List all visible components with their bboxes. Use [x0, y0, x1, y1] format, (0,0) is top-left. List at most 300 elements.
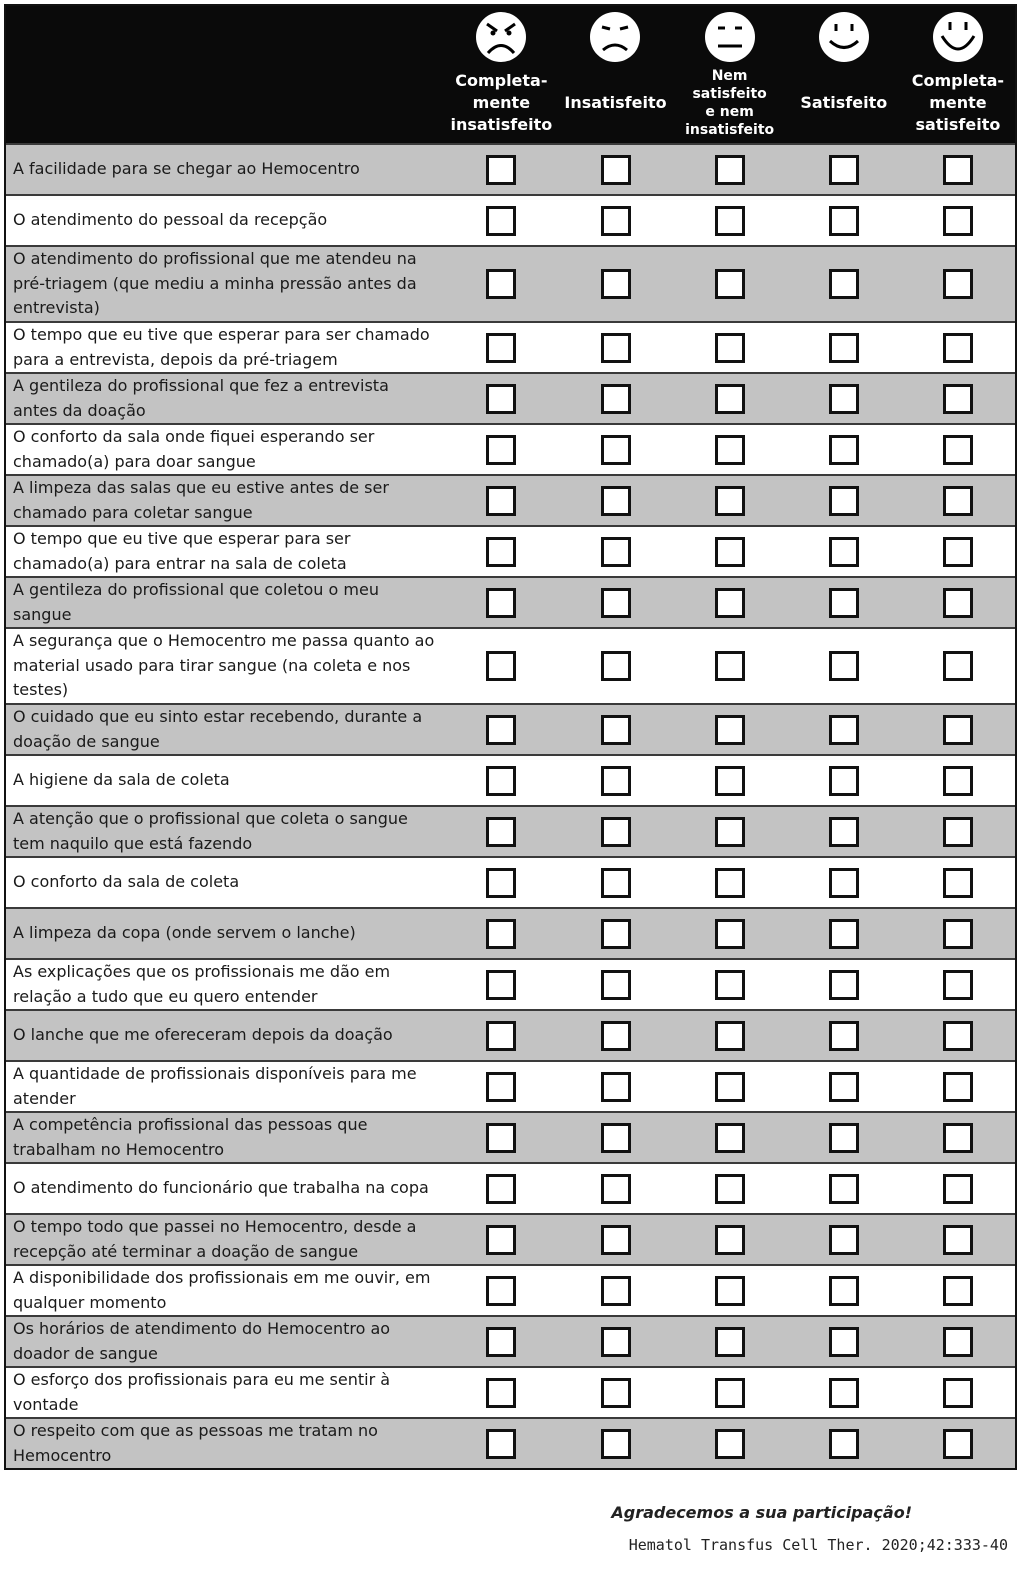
question-text: Os horários de atendimento do Hemocentro ao doador de sangue — [13, 1319, 391, 1363]
col-label-completely-satisfied: Completa- mente satisfeito — [911, 70, 1005, 134]
answer-cell — [673, 919, 787, 949]
question-row — [6, 907, 1015, 958]
checkbox-completely-satisfied[interactable] — [943, 384, 973, 414]
answer-cell — [787, 1021, 901, 1051]
checkbox-neutral[interactable] — [715, 206, 745, 236]
checkbox-neutral[interactable] — [715, 1123, 745, 1153]
checkbox-completely-satisfied[interactable] — [943, 766, 973, 796]
checkbox-completely-dissatisfied[interactable] — [486, 384, 516, 414]
checkbox-satisfied[interactable] — [829, 537, 859, 567]
answer-cell — [444, 715, 558, 745]
answer-cell — [558, 970, 672, 1000]
answer-cell — [444, 651, 558, 681]
checkbox-completely-satisfied[interactable] — [943, 817, 973, 847]
checkbox-satisfied[interactable] — [829, 970, 859, 1000]
question-row — [6, 372, 1015, 423]
checkbox-completely-satisfied[interactable] — [943, 588, 973, 618]
smile-face-icon — [817, 10, 871, 64]
question-row — [6, 1162, 1015, 1213]
checkbox-completely-satisfied[interactable] — [943, 1225, 973, 1255]
answer-cell — [673, 206, 787, 236]
checkbox-dissatisfied[interactable] — [601, 1123, 631, 1153]
answer-cell — [558, 1327, 672, 1357]
question-row — [6, 958, 1015, 1009]
answer-cell — [558, 1021, 672, 1051]
question-text: A gentileza do profissional que coletou o meu sangue — [13, 580, 379, 624]
answer-cell — [787, 1072, 901, 1102]
checkbox-satisfied[interactable] — [829, 766, 859, 796]
question-text: A quantidade de profissionais disponíveis para me atender — [13, 1064, 417, 1108]
answer-cell — [787, 1225, 901, 1255]
checkbox-dissatisfied[interactable] — [601, 1327, 631, 1357]
question-row — [6, 1264, 1015, 1315]
question-text: A gentileza do profissional que fez a entrevista antes da doação — [13, 376, 389, 420]
answer-cell — [444, 1429, 558, 1459]
answer-cell — [901, 1429, 1015, 1459]
checkbox-satisfied[interactable] — [829, 919, 859, 949]
answer-cell — [901, 537, 1015, 567]
checkbox-completely-dissatisfied[interactable] — [486, 269, 516, 299]
question-row — [6, 1366, 1015, 1417]
question-row — [6, 194, 1015, 245]
answer-cell — [558, 486, 672, 516]
question-text: A higiene da sala de coleta — [13, 770, 230, 790]
answer-cell — [444, 333, 558, 363]
checkbox-neutral[interactable] — [715, 588, 745, 618]
checkbox-completely-dissatisfied[interactable] — [486, 817, 516, 847]
answer-cell — [558, 384, 672, 414]
checkbox-completely-dissatisfied[interactable] — [486, 486, 516, 516]
checkbox-satisfied[interactable] — [829, 715, 859, 745]
answer-cell — [673, 1378, 787, 1408]
answer-cell — [901, 1123, 1015, 1153]
checkbox-completely-satisfied[interactable] — [943, 537, 973, 567]
answer-cell — [901, 766, 1015, 796]
checkbox-completely-satisfied[interactable] — [943, 1072, 973, 1102]
checkbox-neutral[interactable] — [715, 1327, 745, 1357]
checkbox-completely-satisfied[interactable] — [943, 919, 973, 949]
answer-cell — [673, 155, 787, 185]
answer-cell — [673, 537, 787, 567]
checkbox-dissatisfied[interactable] — [601, 588, 631, 618]
answer-cell — [673, 651, 787, 681]
checkbox-neutral[interactable] — [715, 1429, 745, 1459]
answer-cell — [444, 766, 558, 796]
checkbox-neutral[interactable] — [715, 715, 745, 745]
checkbox-neutral[interactable] — [715, 1276, 745, 1306]
checkbox-completely-dissatisfied[interactable] — [486, 1429, 516, 1459]
checkbox-satisfied[interactable] — [829, 333, 859, 363]
checkbox-dissatisfied[interactable] — [601, 919, 631, 949]
header-blank-cell — [6, 6, 444, 143]
question-text: A competência profissional das pessoas que trabalham no Hemocentro — [13, 1115, 368, 1159]
checkbox-satisfied[interactable] — [829, 1276, 859, 1306]
checkbox-completely-dissatisfied[interactable] — [486, 970, 516, 1000]
answer-cell — [787, 715, 901, 745]
question-row — [6, 321, 1015, 372]
question-rows — [6, 143, 1015, 1468]
answer-cell — [901, 486, 1015, 516]
checkbox-neutral[interactable] — [715, 651, 745, 681]
checkbox-dissatisfied[interactable] — [601, 651, 631, 681]
answer-cell — [787, 269, 901, 299]
answer-cell — [787, 1429, 901, 1459]
neutral-face-icon — [703, 10, 757, 64]
answer-cell — [787, 817, 901, 847]
checkbox-dissatisfied[interactable] — [601, 206, 631, 236]
checkbox-satisfied[interactable] — [829, 651, 859, 681]
checkbox-satisfied[interactable] — [829, 868, 859, 898]
answer-cell — [673, 1123, 787, 1153]
checkbox-completely-satisfied[interactable] — [943, 1174, 973, 1204]
checkbox-completely-dissatisfied[interactable] — [486, 1327, 516, 1357]
answer-cell — [787, 155, 901, 185]
checkbox-satisfied[interactable] — [829, 1174, 859, 1204]
checkbox-completely-satisfied[interactable] — [943, 651, 973, 681]
answer-cell — [444, 435, 558, 465]
checkbox-completely-dissatisfied[interactable] — [486, 868, 516, 898]
answer-cell — [901, 588, 1015, 618]
answer-cell — [901, 384, 1015, 414]
checkbox-neutral[interactable] — [715, 435, 745, 465]
answer-cell — [673, 269, 787, 299]
col-head-neutral — [673, 6, 787, 143]
answer-cell — [673, 435, 787, 465]
checkbox-satisfied[interactable] — [829, 1378, 859, 1408]
checkbox-completely-dissatisfied[interactable] — [486, 919, 516, 949]
answer-cell — [558, 333, 672, 363]
answer-cell — [673, 970, 787, 1000]
checkbox-neutral[interactable] — [715, 333, 745, 363]
checkbox-completely-dissatisfied[interactable] — [486, 1225, 516, 1255]
question-text: O atendimento do profissional que me atendeu na pré-triagem (que mediu a minha pressão antes da entrevista) — [13, 249, 417, 318]
question-text: A limpeza da copa (onde servem o lanche) — [13, 923, 356, 943]
question-row — [6, 805, 1015, 856]
answer-cell — [787, 970, 901, 1000]
answer-cell — [673, 817, 787, 847]
answer-cell — [444, 384, 558, 414]
checkbox-completely-satisfied[interactable] — [943, 1327, 973, 1357]
big-smile-face-icon — [931, 10, 985, 64]
question-row — [6, 1111, 1015, 1162]
checkbox-dissatisfied[interactable] — [601, 1021, 631, 1051]
answer-cell — [673, 1225, 787, 1255]
checkbox-completely-satisfied[interactable] — [943, 435, 973, 465]
checkbox-completely-satisfied[interactable] — [943, 155, 973, 185]
answer-cell — [901, 1225, 1015, 1255]
checkbox-satisfied[interactable] — [829, 588, 859, 618]
answer-cell — [787, 1378, 901, 1408]
answer-cell — [444, 919, 558, 949]
question-row — [6, 576, 1015, 627]
answer-cell — [444, 1123, 558, 1153]
checkbox-dissatisfied[interactable] — [601, 868, 631, 898]
answer-cell — [787, 206, 901, 236]
answer-cell — [444, 588, 558, 618]
sad-face-icon — [588, 10, 642, 64]
answer-cell — [901, 1327, 1015, 1357]
answer-cell — [444, 269, 558, 299]
question-row — [6, 245, 1015, 321]
answer-cell — [901, 1021, 1015, 1051]
checkbox-completely-satisfied[interactable] — [943, 970, 973, 1000]
checkbox-dissatisfied[interactable] — [601, 333, 631, 363]
checkbox-dissatisfied[interactable] — [601, 715, 631, 745]
answer-cell — [444, 1072, 558, 1102]
checkbox-dissatisfied[interactable] — [601, 269, 631, 299]
checkbox-dissatisfied[interactable] — [601, 1378, 631, 1408]
checkbox-completely-dissatisfied[interactable] — [486, 1021, 516, 1051]
answer-cell — [901, 651, 1015, 681]
checkbox-satisfied[interactable] — [829, 1429, 859, 1459]
checkbox-dissatisfied[interactable] — [601, 486, 631, 516]
question-row — [6, 1315, 1015, 1366]
citation: Hematol Transfus Cell Ther. 2020;42:333-40 — [628, 1536, 1008, 1554]
checkbox-satisfied[interactable] — [829, 1225, 859, 1255]
col-label-completely-dissatisfied: Completa- mente insatisfeito — [450, 70, 553, 134]
checkbox-completely-dissatisfied[interactable] — [486, 1378, 516, 1408]
checkbox-completely-satisfied[interactable] — [943, 1276, 973, 1306]
checkbox-satisfied[interactable] — [829, 1327, 859, 1357]
col-head-completely-dissatisfied — [444, 6, 558, 143]
question-row — [6, 1009, 1015, 1060]
checkbox-completely-satisfied[interactable] — [943, 868, 973, 898]
answer-cell — [901, 1276, 1015, 1306]
answer-cell — [444, 817, 558, 847]
checkbox-satisfied[interactable] — [829, 1123, 859, 1153]
question-text: As explicações que os profissionais me dão em relação a tudo que eu quero entender — [13, 962, 391, 1006]
checkbox-completely-dissatisfied[interactable] — [486, 537, 516, 567]
col-head-dissatisfied — [558, 6, 672, 143]
answer-cell — [444, 155, 558, 185]
checkbox-completely-dissatisfied[interactable] — [486, 588, 516, 618]
very-angry-face-icon — [474, 10, 528, 64]
question-text: O conforto da sala de coleta — [13, 872, 240, 892]
question-text: O tempo que eu tive que esperar para ser chamado(a) para entrar na sala de coleta — [13, 529, 351, 573]
checkbox-satisfied[interactable] — [829, 269, 859, 299]
checkbox-completely-satisfied[interactable] — [943, 1123, 973, 1153]
answer-cell — [444, 1327, 558, 1357]
checkbox-completely-satisfied[interactable] — [943, 1021, 973, 1051]
answer-cell — [558, 588, 672, 618]
checkbox-neutral[interactable] — [715, 1072, 745, 1102]
checkbox-completely-dissatisfied[interactable] — [486, 715, 516, 745]
answer-cell — [901, 817, 1015, 847]
checkbox-dissatisfied[interactable] — [601, 1174, 631, 1204]
question-text: A disponibilidade dos profissionais em me ouvir, em qualquer momento — [13, 1268, 431, 1312]
answer-cell — [787, 919, 901, 949]
answer-cell — [901, 333, 1015, 363]
checkbox-dissatisfied[interactable] — [601, 537, 631, 567]
checkbox-neutral[interactable] — [715, 269, 745, 299]
question-row — [6, 627, 1015, 703]
checkbox-neutral[interactable] — [715, 1021, 745, 1051]
col-label-neutral: Nem satisfeito e nem insatisfeito — [685, 67, 775, 138]
answer-cell — [673, 715, 787, 745]
answer-cell — [558, 206, 672, 236]
answer-cell — [444, 206, 558, 236]
checkbox-dissatisfied[interactable] — [601, 1072, 631, 1102]
answer-cell — [787, 486, 901, 516]
checkbox-completely-dissatisfied[interactable] — [486, 1123, 516, 1153]
checkbox-neutral[interactable] — [715, 919, 745, 949]
answer-cell — [787, 1123, 901, 1153]
checkbox-completely-dissatisfied[interactable] — [486, 1276, 516, 1306]
question-row — [6, 856, 1015, 907]
answer-cell — [901, 435, 1015, 465]
answer-cell — [444, 970, 558, 1000]
question-text: O cuidado que eu sinto estar recebendo, durante a doação de sangue — [13, 707, 423, 751]
checkbox-satisfied[interactable] — [829, 486, 859, 516]
checkbox-neutral[interactable] — [715, 970, 745, 1000]
checkbox-neutral[interactable] — [715, 537, 745, 567]
answer-cell — [558, 1429, 672, 1459]
answer-cell — [673, 1021, 787, 1051]
question-row — [6, 754, 1015, 805]
answer-cell — [787, 1174, 901, 1204]
answer-cell — [673, 868, 787, 898]
checkbox-dissatisfied[interactable] — [601, 817, 631, 847]
checkbox-completely-satisfied[interactable] — [943, 715, 973, 745]
table-header — [6, 6, 1015, 143]
answer-cell — [673, 384, 787, 414]
checkbox-completely-satisfied[interactable] — [943, 206, 973, 236]
answer-cell — [901, 206, 1015, 236]
answer-cell — [444, 868, 558, 898]
checkbox-completely-dissatisfied[interactable] — [486, 435, 516, 465]
checkbox-completely-dissatisfied[interactable] — [486, 1072, 516, 1102]
answer-cell — [901, 919, 1015, 949]
question-text: A facilidade para se chegar ao Hemocentro — [13, 159, 360, 179]
col-head-satisfied — [787, 6, 901, 143]
checkbox-satisfied[interactable] — [829, 206, 859, 236]
checkbox-dissatisfied[interactable] — [601, 155, 631, 185]
checkbox-neutral[interactable] — [715, 868, 745, 898]
answer-cell — [673, 588, 787, 618]
answer-cell — [787, 435, 901, 465]
answer-cell — [787, 1276, 901, 1306]
checkbox-completely-dissatisfied[interactable] — [486, 155, 516, 185]
checkbox-neutral[interactable] — [715, 384, 745, 414]
checkbox-neutral[interactable] — [715, 766, 745, 796]
checkbox-satisfied[interactable] — [829, 435, 859, 465]
answer-cell — [444, 1021, 558, 1051]
answer-cell — [673, 1429, 787, 1459]
checkbox-satisfied[interactable] — [829, 1021, 859, 1051]
checkbox-dissatisfied[interactable] — [601, 1429, 631, 1459]
question-text: O esforço dos profissionais para eu me sentir à vontade — [13, 1370, 391, 1414]
answer-cell — [787, 333, 901, 363]
checkbox-neutral[interactable] — [715, 1225, 745, 1255]
checkbox-completely-dissatisfied[interactable] — [486, 766, 516, 796]
answer-cell — [787, 588, 901, 618]
answer-cell — [558, 1174, 672, 1204]
checkbox-dissatisfied[interactable] — [601, 970, 631, 1000]
checkbox-completely-satisfied[interactable] — [943, 486, 973, 516]
checkbox-neutral[interactable] — [715, 817, 745, 847]
question-row — [6, 1417, 1015, 1468]
answer-cell — [558, 868, 672, 898]
thanks-note: Agradecemos a sua participação! — [611, 1503, 912, 1522]
col-label-dissatisfied: Insatisfeito — [564, 92, 667, 112]
question-text: O tempo que eu tive que esperar para ser chamado para a entrevista, depois da pré-triagem — [13, 325, 430, 369]
checkbox-dissatisfied[interactable] — [601, 1225, 631, 1255]
checkbox-dissatisfied[interactable] — [601, 766, 631, 796]
checkbox-neutral[interactable] — [715, 486, 745, 516]
satisfaction-survey-table — [4, 4, 1017, 1470]
checkbox-satisfied[interactable] — [829, 817, 859, 847]
checkbox-neutral[interactable] — [715, 1378, 745, 1408]
answer-cell — [558, 919, 672, 949]
answer-cell — [787, 766, 901, 796]
answer-cell — [901, 1072, 1015, 1102]
answer-cell — [673, 1276, 787, 1306]
question-text: A atenção que o profissional que coleta o sangue tem naquilo que está fazendo — [13, 809, 408, 853]
question-row — [6, 143, 1015, 194]
question-text: O respeito com que as pessoas me tratam no Hemocentro — [13, 1421, 378, 1465]
question-text: O lanche que me ofereceram depois da doação — [13, 1025, 393, 1045]
question-text: O atendimento do funcionário que trabalha na copa — [13, 1178, 429, 1198]
answer-cell — [558, 715, 672, 745]
answer-cell — [673, 333, 787, 363]
checkbox-completely-dissatisfied[interactable] — [486, 651, 516, 681]
answer-cell — [901, 715, 1015, 745]
checkbox-neutral[interactable] — [715, 155, 745, 185]
checkbox-satisfied[interactable] — [829, 1072, 859, 1102]
answer-cell — [673, 766, 787, 796]
answer-cell — [901, 970, 1015, 1000]
answer-cell — [558, 817, 672, 847]
checkbox-completely-satisfied[interactable] — [943, 333, 973, 363]
answer-cell — [558, 269, 672, 299]
answer-cell — [901, 1174, 1015, 1204]
answer-cell — [558, 1123, 672, 1153]
answer-cell — [558, 435, 672, 465]
answer-cell — [558, 1276, 672, 1306]
question-row — [6, 525, 1015, 576]
answer-cell — [673, 486, 787, 516]
answer-cell — [787, 868, 901, 898]
checkbox-completely-dissatisfied[interactable] — [486, 1174, 516, 1204]
answer-cell — [558, 1378, 672, 1408]
answer-cell — [901, 868, 1015, 898]
question-text: O atendimento do pessoal da recepção — [13, 210, 328, 230]
checkbox-dissatisfied[interactable] — [601, 384, 631, 414]
checkbox-dissatisfied[interactable] — [601, 435, 631, 465]
checkbox-completely-dissatisfied[interactable] — [486, 206, 516, 236]
question-row — [6, 474, 1015, 525]
checkbox-neutral[interactable] — [715, 1174, 745, 1204]
checkbox-completely-dissatisfied[interactable] — [486, 333, 516, 363]
answer-cell — [787, 384, 901, 414]
answer-cell — [444, 1174, 558, 1204]
answer-cell — [558, 1072, 672, 1102]
checkbox-satisfied[interactable] — [829, 155, 859, 185]
question-text: O tempo todo que passei no Hemocentro, desde a recepção até terminar a doação de sangue — [13, 1217, 417, 1261]
answer-cell — [673, 1327, 787, 1357]
answer-cell — [787, 651, 901, 681]
answer-cell — [901, 269, 1015, 299]
checkbox-completely-satisfied[interactable] — [943, 1429, 973, 1459]
answer-cell — [673, 1174, 787, 1204]
answer-cell — [444, 1378, 558, 1408]
checkbox-dissatisfied[interactable] — [601, 1276, 631, 1306]
checkbox-completely-satisfied[interactable] — [943, 269, 973, 299]
answer-cell — [444, 1276, 558, 1306]
checkbox-satisfied[interactable] — [829, 384, 859, 414]
checkbox-completely-satisfied[interactable] — [943, 1378, 973, 1408]
answer-cell — [558, 766, 672, 796]
